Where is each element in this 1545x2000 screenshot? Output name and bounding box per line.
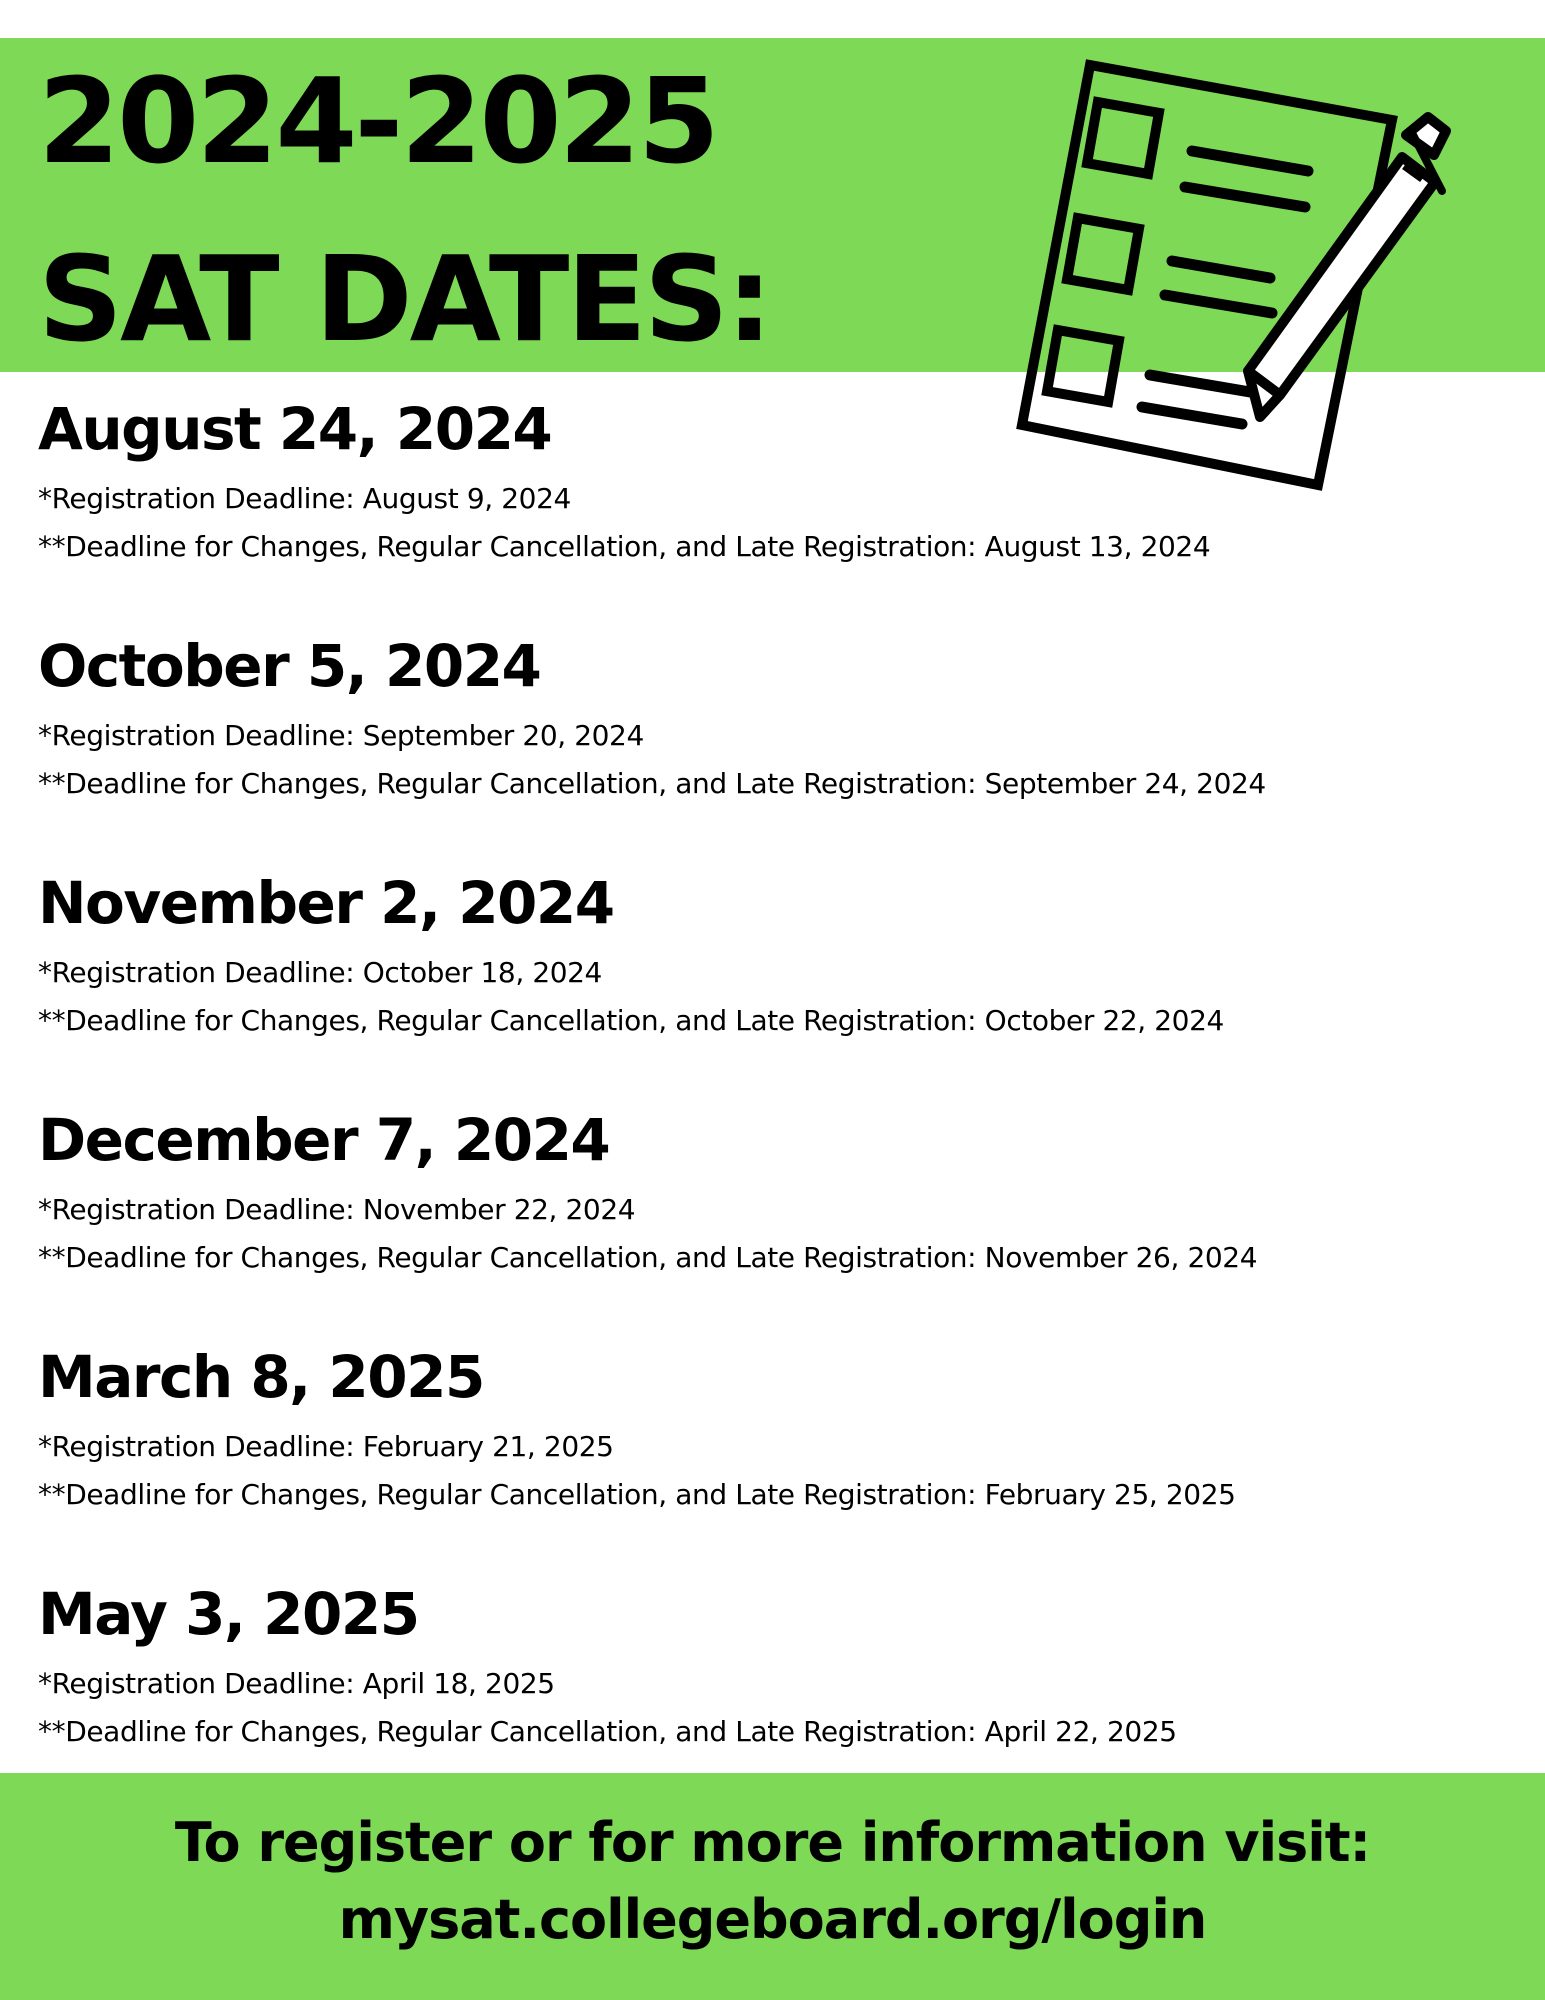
sat-date-section xyxy=(38,395,1498,563)
late-registration-deadline: **Deadline for Changes, Regular Cancellation, and Late Registration: November 26, 2024 xyxy=(38,1241,1258,1274)
registration-deadline: *Registration Deadline: September 20, 2024 xyxy=(38,719,644,752)
test-date: March 8, 2025 xyxy=(38,1343,484,1411)
late-registration-deadline: **Deadline for Changes, Regular Cancellation, and Late Registration: September 24, 2024 xyxy=(38,767,1266,800)
sat-date-section xyxy=(38,869,1498,1037)
footer-band xyxy=(0,1773,1545,2000)
test-date: August 24, 2024 xyxy=(38,395,552,463)
late-registration-deadline: **Deadline for Changes, Regular Cancellation, and Late Registration: October 22, 2024 xyxy=(38,1004,1224,1037)
sat-date-section xyxy=(38,1343,1498,1511)
test-date: October 5, 2024 xyxy=(38,632,541,700)
registration-deadline: *Registration Deadline: February 21, 2025 xyxy=(38,1430,614,1463)
test-date: May 3, 2025 xyxy=(38,1580,419,1648)
footer-url: mysat.collegeboard.org/login xyxy=(338,1888,1207,1951)
registration-deadline: *Registration Deadline: October 18, 2024 xyxy=(38,956,602,989)
test-date: November 2, 2024 xyxy=(38,869,614,937)
registration-deadline: *Registration Deadline: November 22, 2024 xyxy=(38,1193,636,1226)
sat-date-section xyxy=(38,1580,1498,1748)
page-title-sat-dates: SAT DATES: xyxy=(38,230,771,368)
late-registration-deadline: **Deadline for Changes, Regular Cancellation, and Late Registration: February 25, 2025 xyxy=(38,1478,1236,1511)
sat-date-section xyxy=(38,1106,1498,1274)
sat-date-section xyxy=(38,632,1498,800)
page-title-years: 2024-2025 xyxy=(38,52,717,190)
footer-register-text: To register or for more information visit: xyxy=(174,1811,1371,1874)
test-date: December 7, 2024 xyxy=(38,1106,610,1174)
registration-deadline: *Registration Deadline: April 18, 2025 xyxy=(38,1667,555,1700)
registration-deadline: *Registration Deadline: August 9, 2024 xyxy=(38,482,571,515)
late-registration-deadline: **Deadline for Changes, Regular Cancellation, and Late Registration: August 13, 2024 xyxy=(38,530,1211,563)
late-registration-deadline: **Deadline for Changes, Regular Cancellation, and Late Registration: April 22, 2025 xyxy=(38,1715,1177,1748)
